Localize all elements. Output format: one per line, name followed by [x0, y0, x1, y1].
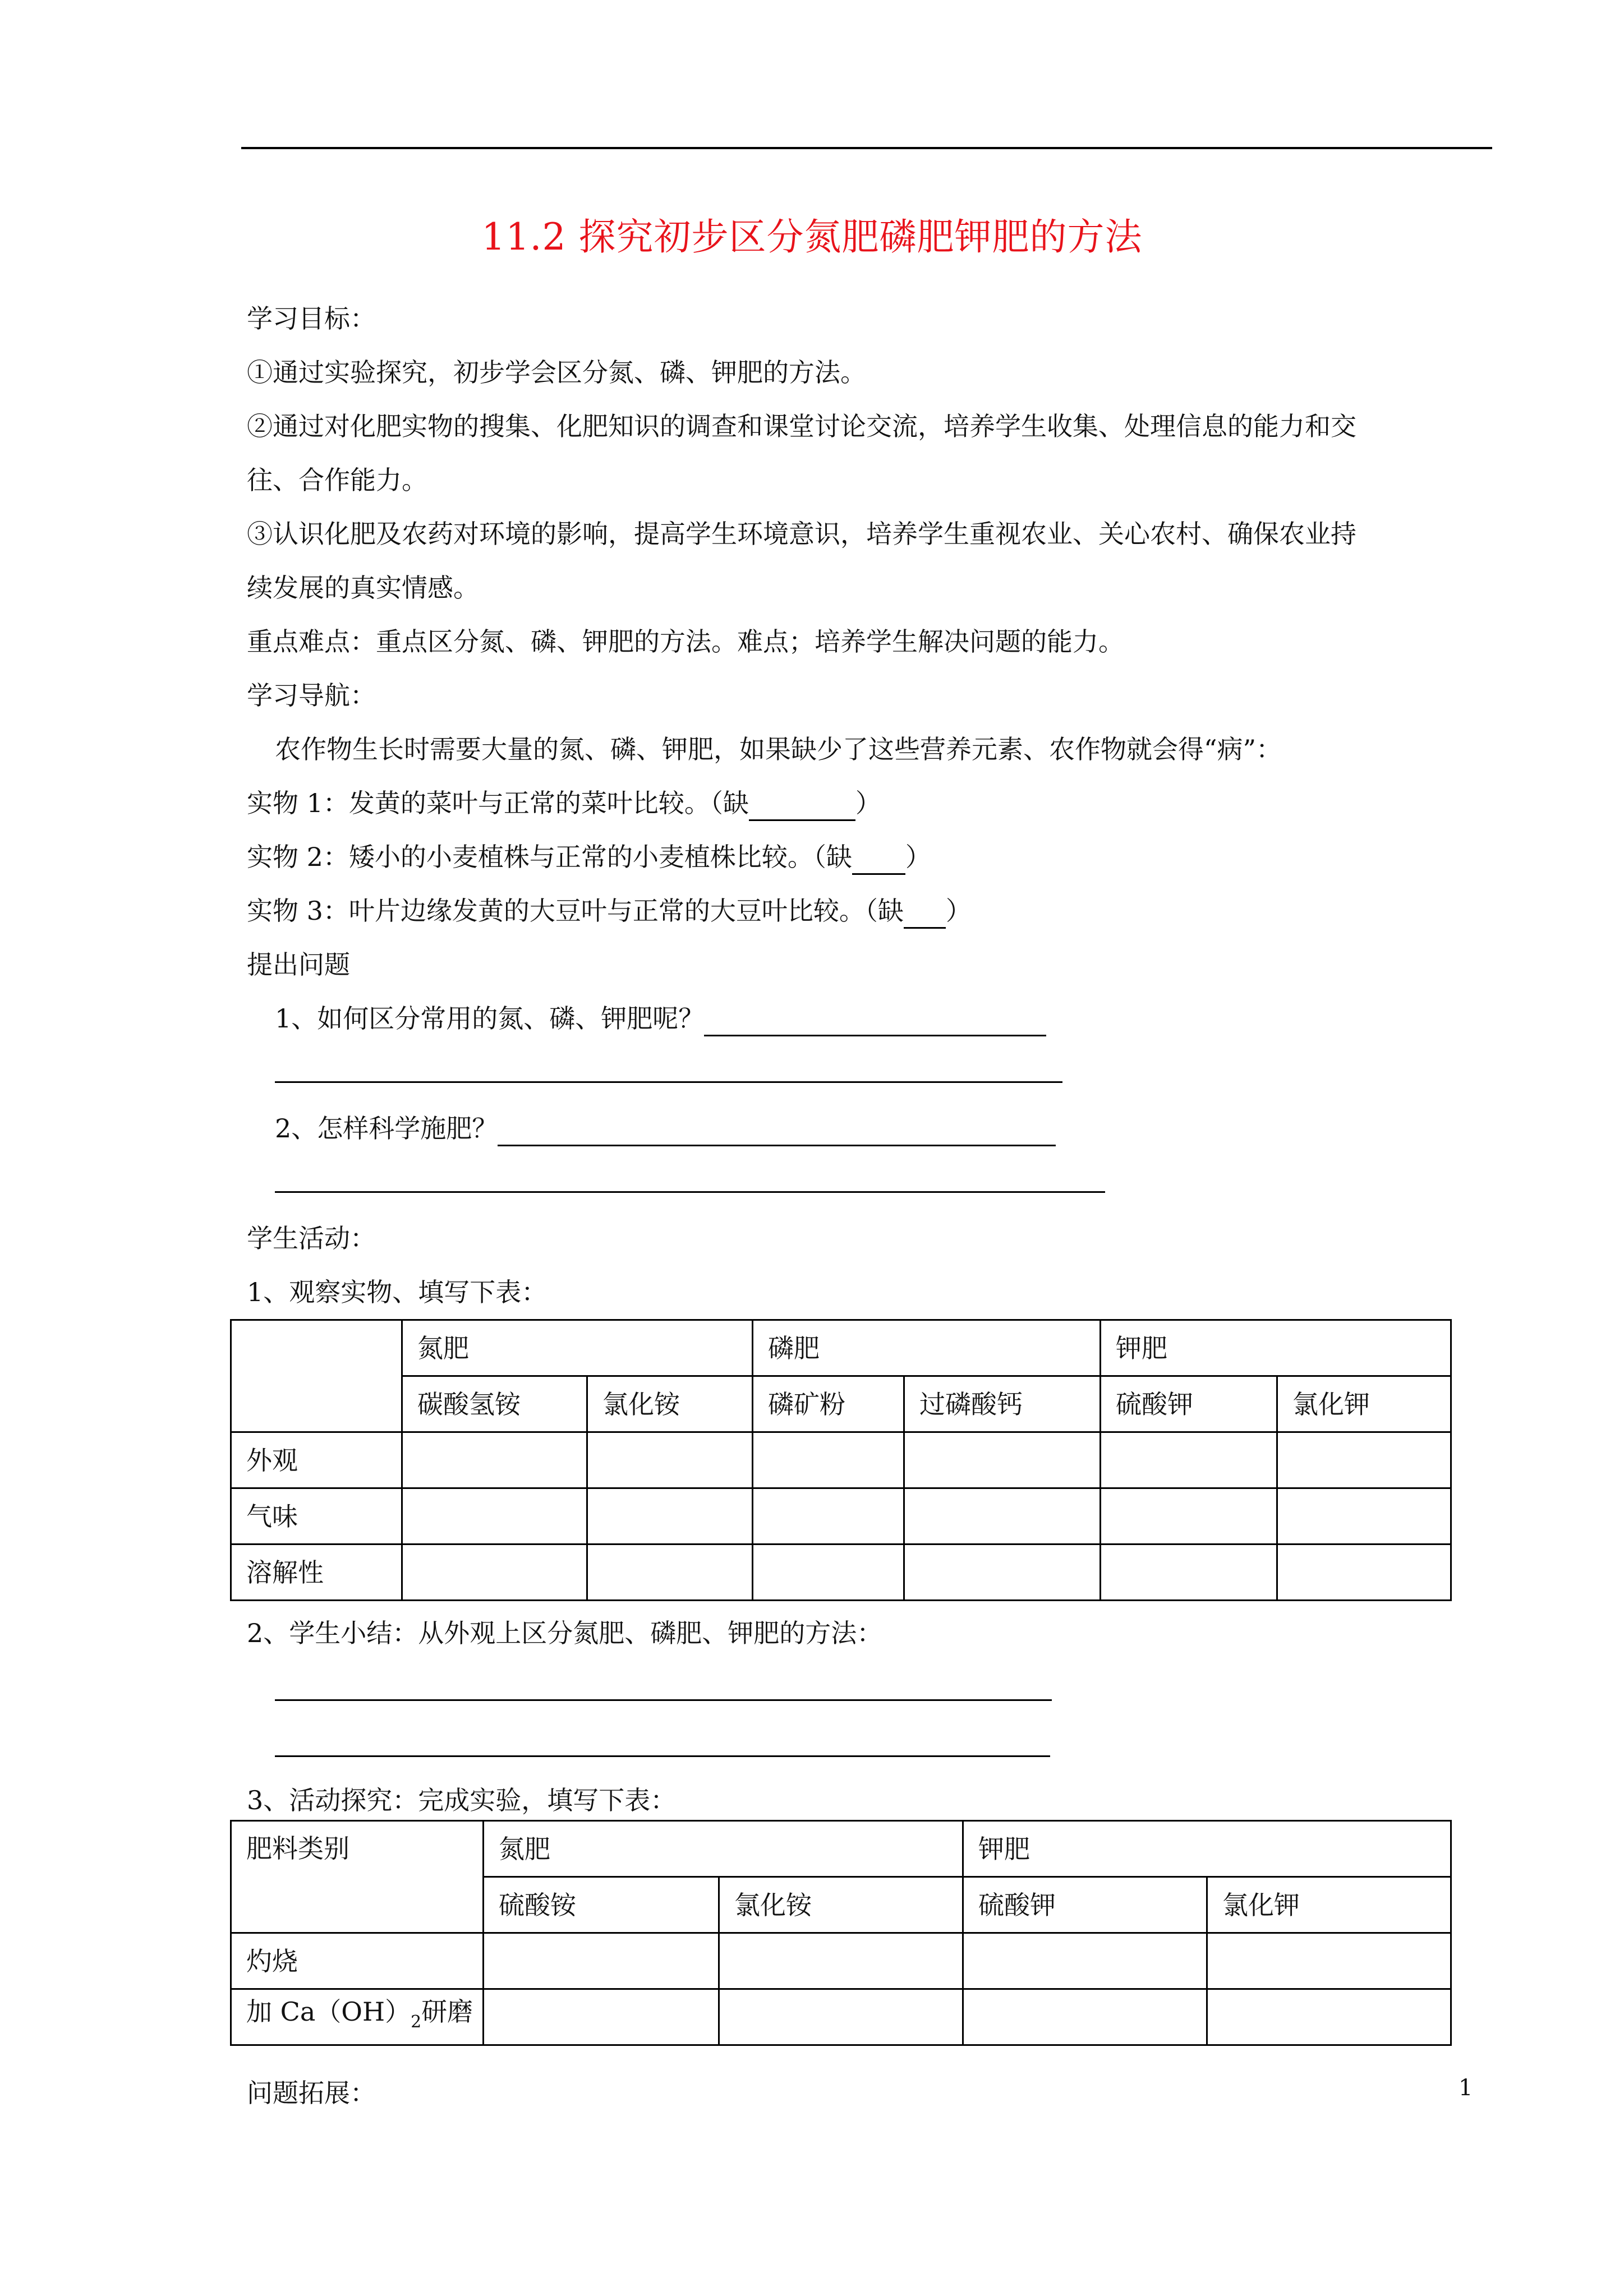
table1-row-header: 溶解性 [231, 1545, 402, 1601]
table1-cell[interactable] [1101, 1432, 1277, 1488]
table2-group-potassium: 钾肥 [963, 1821, 1451, 1877]
objectives-heading: 学习目标： [247, 303, 376, 334]
sample-3 [247, 893, 972, 929]
table2-col-header: 氯化铵 [719, 1877, 963, 1933]
page-title: 11.2 探究初步区分氮肥磷肥钾肥的方法 [481, 215, 1143, 259]
table1-cell[interactable] [753, 1545, 904, 1601]
sample-2 [247, 839, 931, 875]
observation-table [230, 1319, 1452, 1601]
questions-heading: 提出问题 [247, 949, 350, 980]
table2-row2-suffix: 研磨 [421, 1997, 473, 2027]
table2-row2-subscript: 2 [411, 2012, 422, 2032]
table1-corner [231, 1320, 402, 1432]
table2-cell[interactable] [719, 1989, 963, 2045]
sample-1-text: 实物 1：发黄的菜叶与正常的菜叶比较。（缺 [247, 788, 749, 818]
activity-heading: 学生活动： [247, 1223, 376, 1253]
guide-heading: 学习导航： [247, 680, 376, 711]
question-1-answer-line[interactable] [275, 1081, 1062, 1083]
question-2-answer-line[interactable] [275, 1191, 1105, 1193]
table1-col-header: 碳酸氢铵 [402, 1376, 587, 1432]
table2-cell[interactable] [719, 1933, 963, 1989]
question-2 [275, 1110, 1056, 1146]
table-row [231, 1432, 1451, 1488]
table1-cell[interactable] [402, 1488, 587, 1545]
table1-cell[interactable] [904, 1488, 1101, 1545]
question-2-text: 2、怎样科学施肥？ [275, 1113, 498, 1144]
question-1-blank[interactable] [704, 1006, 1046, 1036]
summary-answer-line-2[interactable] [275, 1755, 1050, 1757]
table2-group-nitrogen: 氮肥 [484, 1821, 963, 1877]
table2-cell[interactable] [1207, 1989, 1451, 2045]
table-row [231, 1933, 1451, 1989]
table-row [231, 1545, 1451, 1601]
table2-cell[interactable] [484, 1933, 719, 1989]
table1-group-potassium: 钾肥 [1101, 1320, 1451, 1376]
sample-3-text: 实物 3：叶片边缘发黄的大豆叶与正常的大豆叶比较。（缺 [247, 896, 904, 926]
sample-1-close: ） [855, 788, 881, 818]
question-2-blank[interactable] [498, 1115, 1056, 1146]
table1-col-header: 磷矿粉 [753, 1376, 904, 1432]
activity-1: 1、观察实物、填写下表： [247, 1277, 548, 1307]
sample-2-close: ） [905, 842, 931, 872]
sample-1-blank[interactable] [749, 790, 855, 821]
table1-cell[interactable] [402, 1545, 587, 1601]
table1-cell[interactable] [402, 1432, 587, 1488]
table2-cell[interactable] [963, 1989, 1207, 2045]
table1-col-header: 氯化铵 [587, 1376, 753, 1432]
table-row [231, 1488, 1451, 1545]
table2-row2-prefix: 加 Ca（OH） [246, 1997, 411, 2027]
objective-1: ①通过实验探究，初步学会区分氮、磷、钾肥的方法。 [247, 357, 866, 388]
extension-heading: 问题拓展： [247, 2078, 376, 2108]
table1-cell[interactable] [753, 1488, 904, 1545]
summary-answer-line-1[interactable] [275, 1699, 1052, 1701]
table2-row-header [231, 1989, 484, 2045]
objective-3-line-1: ③认识化肥及农药对环境的影响，提高学生环境意识，培养学生重视农业、关心农村、确保农业持 [247, 519, 1356, 549]
question-1-text: 1、如何区分常用的氮、磷、钾肥呢？ [275, 1003, 705, 1034]
sample-3-blank[interactable] [904, 898, 946, 929]
header-rule [241, 147, 1492, 149]
table1-cell[interactable] [1277, 1432, 1451, 1488]
page-number: 1 [1459, 2075, 1473, 2101]
table1-group-nitrogen: 氮肥 [402, 1320, 753, 1376]
table1-cell[interactable] [1277, 1488, 1451, 1545]
sample-3-close: ） [945, 896, 972, 926]
table2-cell[interactable] [1207, 1933, 1451, 1989]
question-1 [275, 1001, 1046, 1036]
sample-2-blank[interactable] [852, 844, 905, 875]
table1-cell[interactable] [753, 1432, 904, 1488]
table2-cell[interactable] [963, 1933, 1207, 1989]
table1-group-phosphorus: 磷肥 [753, 1320, 1101, 1376]
guide-intro: 农作物生长时需要大量的氮、磷、钾肥，如果缺少了这些营养元素、农作物就会得“病”： [275, 734, 1282, 764]
table1-cell[interactable] [904, 1545, 1101, 1601]
table1-col-header: 硫酸钾 [1101, 1376, 1277, 1432]
table1-row-header: 外观 [231, 1432, 402, 1488]
table-row [231, 1989, 1451, 2045]
table1-cell[interactable] [904, 1432, 1101, 1488]
key-points: 重点难点：重点区分氮、磷、钾肥的方法。难点；培养学生解决问题的能力。 [247, 626, 1124, 657]
table2-row-header: 灼烧 [231, 1933, 484, 1989]
activity-2: 2、学生小结：从外观上区分氮肥、磷肥、钾肥的方法： [247, 1618, 883, 1648]
table2-cell[interactable] [484, 1989, 719, 2045]
experiment-table [230, 1820, 1452, 2046]
table2-corner: 肥料类别 [231, 1821, 484, 1933]
table2-col-header: 氯化钾 [1207, 1877, 1451, 1933]
activity-3: 3、活动探究：完成实验，填写下表： [247, 1785, 677, 1815]
table1-cell[interactable] [587, 1488, 753, 1545]
table2-col-header: 硫酸钾 [963, 1877, 1207, 1933]
objective-3-line-2: 续发展的真实情感。 [247, 573, 479, 603]
table1-cell[interactable] [1101, 1488, 1277, 1545]
table1-col-header: 氯化钾 [1277, 1376, 1451, 1432]
table1-cell[interactable] [1101, 1545, 1277, 1601]
table1-col-header: 过磷酸钙 [904, 1376, 1101, 1432]
table1-cell[interactable] [587, 1545, 753, 1601]
sample-2-text: 实物 2：矮小的小麦植株与正常的小麦植株比较。（缺 [247, 842, 852, 872]
table1-row-header: 气味 [231, 1488, 402, 1545]
objective-2-line-1: ②通过对化肥实物的搜集、化肥知识的调查和课堂讨论交流，培养学生收集、处理信息的能力和交 [247, 411, 1356, 441]
table2-col-header: 硫酸铵 [484, 1877, 719, 1933]
objective-2-line-2: 往、合作能力。 [247, 465, 427, 495]
sample-1 [247, 785, 881, 821]
table1-cell[interactable] [587, 1432, 753, 1488]
table1-cell[interactable] [1277, 1545, 1451, 1601]
